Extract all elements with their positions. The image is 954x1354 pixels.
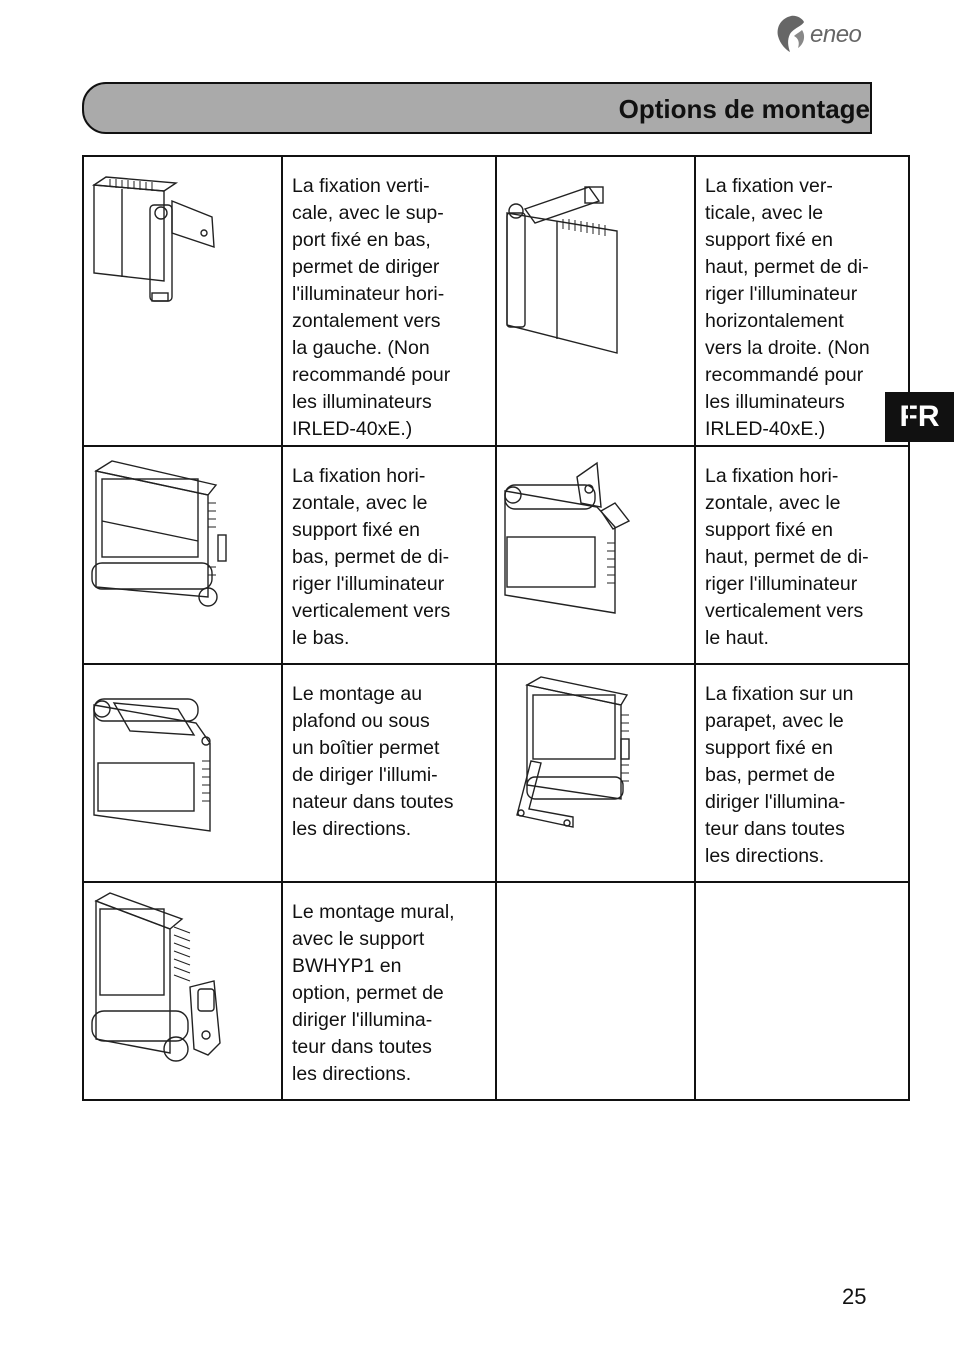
brand-logo [774,14,884,58]
mounting-option-image [83,156,282,446]
mounting-option-image [496,156,695,446]
empty-cell [695,882,909,1100]
empty-cell [496,882,695,1100]
illuminator-vertical-bracket-top-icon [497,157,694,367]
illuminator-ceiling-mount-icon [84,665,281,845]
mounting-option-image [83,664,282,882]
illuminator-vertical-bracket-bottom-icon [84,157,281,307]
table-row [83,882,909,1100]
page-title: Options de montage [618,94,870,124]
section-title-bar [82,82,872,134]
mounting-option-image [83,446,282,664]
mounting-option-description: La fixation verti- cale, avec le sup- port fixé en bas, permet de diriger l'illuminateur hori- zontalement vers la gauche. (Non recommandé pour les illuminateurs IRLED-40xE.) [282,156,496,446]
table-row [83,664,909,882]
mounting-option-description: La fixation sur un parapet, avec le support fixé en bas, permet de diriger l'illumina- teur dans toutes les directions. [695,664,909,882]
mounting-option-image [83,882,282,1100]
language-tab-fr: FR [885,392,954,442]
mounting-option-description: La fixation hori- zontale, avec le support fixé en haut, permet de di- riger l'illuminateur verticalement vers le haut. [695,446,909,664]
brand-logo-text: eneo [810,21,862,48]
table-row [83,156,909,446]
eneo-logo-icon [774,14,808,54]
mounting-option-description: Le montage au plafond ou sous un boîtier permet de diriger l'illumi- nateur dans toutes les directions. [282,664,496,882]
mounting-options-table [82,155,910,1101]
illuminator-horizontal-bracket-bottom-icon [84,447,281,617]
illuminator-wall-mount-bwhyp1-icon [84,883,281,1063]
mounting-option-description: La fixation ver- ticale, avec le support fixé en haut, permet de di- riger l'illuminateur horizontalement vers la droite. (Non recommandé pour les illuminateurs IRLED-40xE.) [695,156,909,446]
mounting-option-image [496,446,695,664]
table-row [83,446,909,664]
mounting-option-description: La fixation hori- zontale, avec le support fixé en bas, permet de di- riger l'illuminateur verticalement vers le bas. [282,446,496,664]
mounting-option-description: Le montage mural, avec le support BWHYP1 en option, permet de diriger l'illumina- teur dans toutes les directions. [282,882,496,1100]
illuminator-parapet-mount-icon [497,665,694,835]
illuminator-horizontal-bracket-top-icon [497,447,694,617]
mounting-option-image [496,664,695,882]
page-number: 25 [842,1284,867,1309]
